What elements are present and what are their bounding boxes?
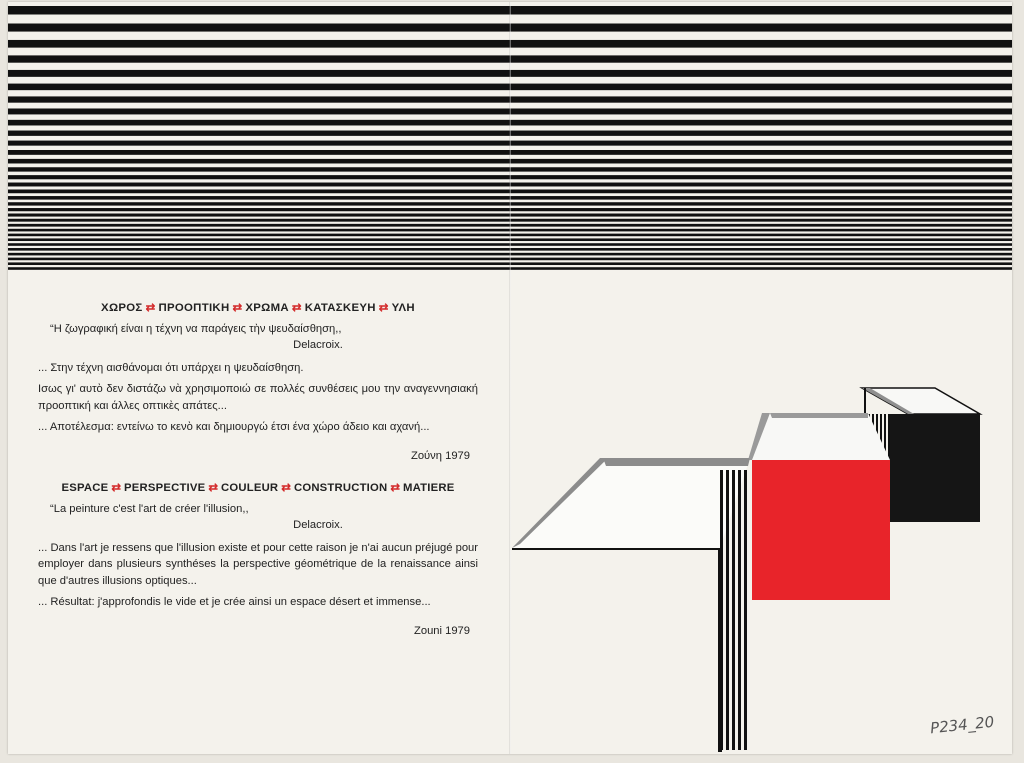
exchange-arrow-icon: ⇄ [390, 482, 401, 494]
heading-word: ESPACE [61, 482, 109, 494]
white-cube [512, 458, 750, 752]
heading-word: ΧΩΡΟΣ [101, 302, 143, 314]
french-attribution: Delacroix. [293, 519, 343, 531]
greek-paragraph-1: ... Στην τέχνη αισθάνομαι ότι υπάρχει η ψευδαίσθηση. [38, 361, 304, 374]
heading-word: ΥΛΗ [391, 302, 415, 314]
greek-signature: Ζούνη 1979 [411, 449, 470, 462]
exchange-arrow-icon: ⇄ [291, 302, 302, 314]
heading-word: COULEUR [221, 482, 279, 494]
exchange-arrow-icon: ⇄ [232, 302, 243, 314]
heading-word: ΚΑΤΑΣΚΕΥΗ [304, 302, 376, 314]
greek-paragraph-2: Ισως γι' αυτὸ δεν διστάζω νὰ χρησιμοποιώ σε πολλές συνθέσεις μου την αναγεννησιακή προοπτική και άλλες οπτικὲς απάτες... [38, 383, 478, 412]
exchange-arrow-icon: ⇄ [208, 482, 219, 494]
french-paragraph-2: ... Résultat: j'approfondis le vide et je crée ainsi un espace désert et immense... [38, 596, 431, 608]
french-quote: “La peinture c'est l'art de créer l'illusion,, [50, 502, 249, 515]
exchange-arrow-icon: ⇄ [145, 302, 156, 314]
heading-word: CONSTRUCTION [293, 482, 388, 494]
catalog-number: P234_20 [929, 712, 996, 738]
heading-word: ΧΡΩΜΑ [245, 302, 289, 314]
exchange-arrow-icon: ⇄ [111, 482, 122, 494]
exchange-arrow-icon: ⇄ [281, 482, 291, 494]
heading-word: ΠΡΟΟΠΤΙΚΗ [158, 302, 230, 314]
heading-word: PERSPECTIVE [124, 482, 206, 494]
heading-word: MATIERE [403, 482, 455, 494]
french-paragraph-1: ... Dans l'art je ressens que l'illusion existe et pour cette raison je n'ai aucun préjugé pour employer dans plusieurs synthéses la perspective géométrique de la renaissance ainsi que d'autres illusions optiques... [38, 541, 478, 587]
exchange-arrow-icon: ⇄ [378, 302, 389, 314]
greek-quote: “Η ζωγραφική είναι η τέχνη να παράγεις τὴν ψευδαίσθηση,, [50, 322, 342, 335]
french-signature: Zouni 1979 [414, 624, 470, 637]
greek-paragraph-3: ... Αποτέλεσμα: εντείνω το κενὸ και δημιουργώ έτσι ένα χώρο άδειο και αχανή... [38, 421, 430, 433]
greek-attribution: Delacroix. [293, 339, 343, 351]
red-cube [748, 413, 890, 600]
